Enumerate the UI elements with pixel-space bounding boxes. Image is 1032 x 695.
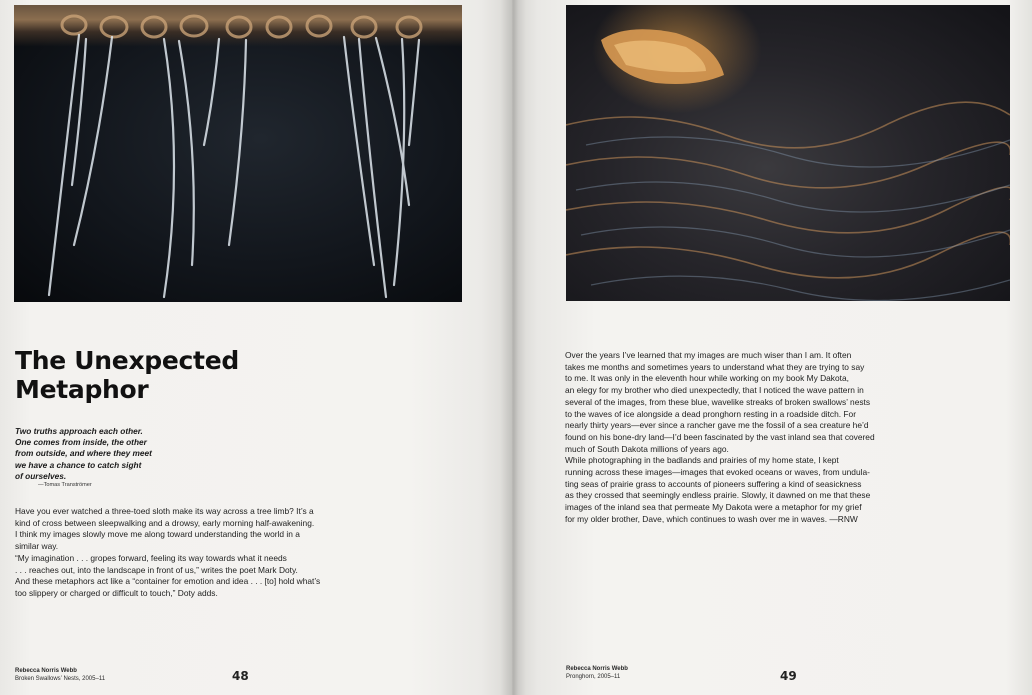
- body-line: images of the inland sea that permeate My Dakota were a metaphor for my grief: [565, 502, 862, 513]
- epigraph-line: of ourselves.: [15, 470, 67, 481]
- body-line: too slippery or charged or difficult to touch,” Doty adds.: [15, 587, 218, 598]
- article-title: [15, 346, 315, 404]
- credit-name: Rebecca Norris Webb: [566, 666, 628, 672]
- body-line: kind of cross between sleepwalking and a drowsy, early morning half-awakening.: [15, 517, 315, 528]
- credit-name: Rebecca Norris Webb: [15, 668, 77, 674]
- left-body-text: [15, 506, 355, 600]
- body-line: several of the images, from these blue, wavelike streaks of broken swallows’ nests: [565, 396, 871, 407]
- photo-credit-left: [15, 667, 105, 683]
- photo-pronghorn: [566, 5, 1010, 301]
- body-line: And these metaphors act like a “container for emotion and idea . . . [to] hold what’s: [15, 576, 321, 587]
- body-line: takes me months and sometimes years to understand what they are trying to say: [565, 361, 865, 372]
- body-line: similar way.: [15, 541, 59, 552]
- epigraph-line: Two truths approach each other.: [15, 426, 143, 436]
- body-line: nearly thirty years—ever since a rancher gave me the fossil of a sea creature he’d: [565, 420, 869, 431]
- page-number: 49: [780, 669, 797, 683]
- photo-pronghorn-graphic: [566, 5, 1010, 301]
- page-number: 48: [232, 669, 249, 683]
- body-line: I think my images slowly move me along toward understanding the world in a: [15, 529, 300, 540]
- epigraph-line: we have a chance to catch sight: [15, 459, 142, 470]
- body-line: to the waves of ice alongside a dead pronghorn resting in a roadside ditch. For: [565, 408, 856, 419]
- photo-credit-right: [566, 665, 628, 681]
- epigraph-line: from outside, and where they meet: [15, 448, 152, 459]
- epigraph-line: One comes from inside, the other: [15, 437, 147, 448]
- body-line: While photographing in the badlands and prairies of my home state, I kept: [565, 455, 839, 466]
- photo-broken-swallows-nests-graphic: [14, 5, 462, 302]
- title-line: Metaphor: [15, 375, 149, 404]
- body-line: for my older brother, Dave, which continues to wash over me in waves. —RNW: [565, 513, 858, 524]
- body-line: as they crossed that seemingly endless prairie. Slowly, it dawned on me that these: [565, 490, 871, 501]
- body-line: running across these images—images that evoked oceans or waves, from undula-: [565, 467, 870, 478]
- body-line: Over the years I’ve learned that my images are much wiser than I am. It often: [565, 350, 852, 360]
- epigraph-attribution: —Tomas Tranströmer: [38, 482, 92, 488]
- body-line: Have you ever watched a three-toed sloth make its way across a tree limb? It’s a: [15, 506, 314, 516]
- body-line: ting seas of prairie grass to accounts of pioneers suffering a kind of seasickness: [565, 478, 862, 489]
- right-body-text: [565, 350, 910, 526]
- body-line: an elegy for my brother who died unexpectedly, that I noticed the wave pattern in: [565, 385, 864, 396]
- body-line: to me. It was only in the eleventh hour while working on my book My Dakota,: [565, 373, 849, 384]
- body-line: “My imagination . . . gropes forward, feeling its way towards what it needs: [15, 552, 287, 563]
- title-line: The Unexpected: [15, 346, 239, 375]
- photo-broken-swallows-nests: [14, 5, 462, 302]
- body-line: much of South Dakota millions of years ago.: [565, 443, 729, 454]
- epigraph-quote: [15, 426, 195, 482]
- body-line: . . . reaches out, into the landscape in front of us,” writes the poet Mark Doty.: [15, 564, 298, 575]
- credit-caption: Broken Swallows’ Nests, 2005–11: [15, 676, 106, 682]
- credit-caption: Pronghorn, 2005–11: [566, 674, 621, 680]
- left-page: [0, 0, 512, 695]
- body-line: found on his bone-dry land—I’d been fascinated by the vast inland sea that covered: [565, 431, 875, 442]
